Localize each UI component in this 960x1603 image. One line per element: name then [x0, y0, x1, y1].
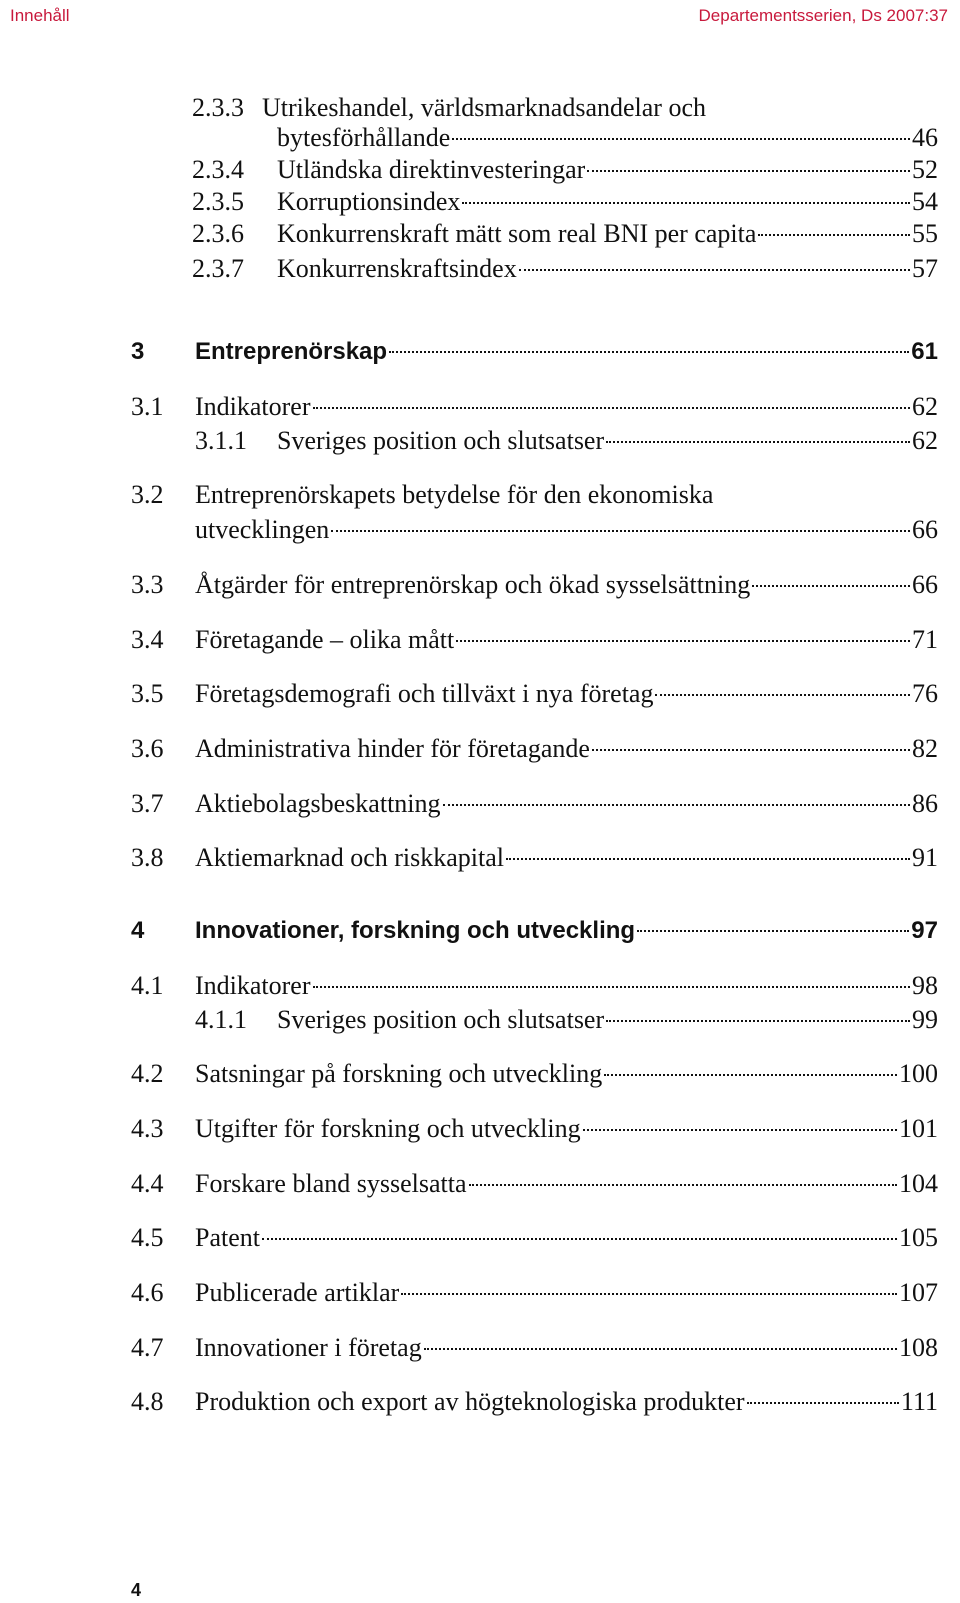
toc-entry-page: 76 [912, 679, 938, 708]
toc-entry-title: Konkurrenskraft mätt som real BNI per capita [277, 220, 757, 248]
toc-entry-number: 4.6 [131, 1278, 164, 1307]
toc-entry-3-4[interactable] [131, 626, 938, 654]
toc-entry-number: 3.1.1 [195, 426, 247, 455]
toc-entry-number: 4.7 [131, 1333, 164, 1362]
toc-entry-page: 101 [899, 1114, 938, 1143]
toc-entry-title: Aktiebolagsbeskattning [195, 790, 441, 818]
toc-entry-2-3-6[interactable] [192, 220, 938, 248]
dot-leader [655, 694, 910, 696]
toc-entry-3-1-1[interactable] [195, 427, 938, 455]
dot-leader [443, 804, 910, 806]
toc-entry-title: Satsningar på forskning och utveckling [195, 1060, 603, 1088]
toc-entry-page: 71 [912, 625, 938, 654]
toc-entry-3-6[interactable] [131, 735, 938, 763]
toc-entry-4-3[interactable] [131, 1115, 938, 1143]
toc-entry-page: 46 [912, 123, 938, 152]
toc-entry-4-1-1[interactable] [195, 1006, 938, 1034]
dot-leader [401, 1293, 897, 1295]
toc-entry-title: Produktion och export av högteknologiska produkter [195, 1388, 745, 1416]
toc-entry-4-6[interactable] [131, 1279, 938, 1307]
toc-entry-title: Åtgärder för entreprenörskap och ökad sysselsättning [195, 571, 751, 599]
toc-entry-page: 111 [900, 1387, 938, 1416]
toc-entry-3-8[interactable] [131, 844, 938, 872]
dot-leader [262, 1238, 897, 1240]
toc-entry-title: Administrativa hinder för företagande [195, 735, 590, 763]
toc-entry-number: 4.1 [131, 971, 164, 1000]
toc-entry-page: 66 [912, 570, 938, 599]
toc-entry-number: 3.3 [131, 570, 164, 599]
toc-entry-title: Sveriges position och slutsatser [277, 1006, 605, 1034]
toc-entry-page: 82 [912, 734, 938, 763]
toc-entry-number: 2.3.4 [192, 155, 244, 184]
toc-entry-title: Indikatorer [195, 393, 311, 421]
toc-entry-3-5[interactable] [131, 680, 938, 708]
toc-entry-page: 107 [899, 1278, 938, 1307]
toc-entry-title: Patent [195, 1224, 260, 1252]
toc-entry-number: 2.3.5 [192, 187, 244, 216]
toc-entry-number: 4.5 [131, 1223, 164, 1252]
dot-leader [424, 1348, 897, 1350]
dot-leader [519, 269, 910, 271]
toc-entry-2-3-7[interactable] [192, 255, 938, 283]
toc-entry-title: Utrikeshandel, världsmarknadsandelar och [262, 93, 707, 122]
toc-entry-2-3-3[interactable] [277, 124, 938, 152]
toc-entry-title: Innovationer i företag [195, 1334, 422, 1362]
dot-leader [747, 1402, 899, 1404]
toc-entry-number: 3.8 [131, 843, 164, 872]
toc-entry-number: 4.4 [131, 1169, 164, 1198]
toc-entry-title: Konkurrenskraftsindex [277, 255, 517, 283]
toc-chapter-number: 3 [131, 338, 145, 365]
toc-entry-number: 3.2 [131, 480, 164, 509]
dot-leader [752, 585, 910, 587]
toc-entry-title: Utgifter för forskning och utveckling [195, 1115, 581, 1143]
toc-entry-title: Utländska direktinvesteringar [277, 156, 586, 184]
section-title: Innehåll [10, 6, 70, 25]
toc-entry-page: 99 [912, 1005, 938, 1034]
toc-entry-2-3-5[interactable] [192, 188, 938, 216]
toc-entry-number: 4.3 [131, 1114, 164, 1143]
toc-entry-page: 54 [912, 187, 938, 216]
toc-entry-title: Forskare bland sysselsatta [195, 1170, 467, 1198]
toc-entry-page: 57 [912, 254, 938, 283]
toc-entry-number: 2.3.3 [192, 93, 244, 122]
toc-chapter-page: 61 [911, 338, 938, 365]
toc-entry-page: 105 [899, 1223, 938, 1252]
toc-entry-title-continued: bytesförhållande [277, 124, 451, 152]
toc-entry-3-3[interactable] [131, 571, 938, 599]
toc-entry-title: Indikatorer [195, 972, 311, 1000]
dot-leader [758, 234, 910, 236]
toc-entry-page: 104 [899, 1169, 938, 1198]
toc-chapter-number: 4 [131, 917, 145, 944]
toc-chapter-title: Innovationer, forskning och utveckling [195, 917, 636, 944]
toc-entry-number: 3.4 [131, 625, 164, 654]
dot-leader [583, 1129, 897, 1131]
toc-entry-4-2[interactable] [131, 1060, 938, 1088]
toc-entry-number: 4.8 [131, 1387, 164, 1416]
toc-entry-page: 91 [912, 843, 938, 872]
toc-entry-page: 108 [899, 1333, 938, 1362]
toc-entry-4-4[interactable] [131, 1170, 938, 1198]
dot-leader [456, 640, 910, 642]
dot-leader [469, 1184, 897, 1186]
toc-entry-page: 62 [912, 426, 938, 455]
toc-entry-page: 66 [912, 515, 938, 544]
toc-entry-2-3-3-first-line [192, 94, 706, 122]
toc-entry-number: 3.6 [131, 734, 164, 763]
toc-entry-title: Korruptionsindex [277, 188, 461, 216]
toc-entry-4-7[interactable] [131, 1334, 938, 1362]
toc-entry-page: 55 [912, 219, 938, 248]
dot-leader [637, 930, 909, 932]
toc-entry-title: Aktiemarknad och riskkapital [195, 844, 505, 872]
toc-entry-number: 3.1 [131, 392, 164, 421]
dot-leader [313, 986, 910, 988]
toc-chapter-page: 97 [911, 917, 938, 944]
toc-entry-3-2[interactable] [195, 516, 938, 544]
toc-entry-3-2-first-line [131, 481, 713, 509]
toc-entry-page: 98 [912, 971, 938, 1000]
toc-chapter-title: Entreprenörskap [195, 338, 388, 365]
toc-entry-number: 4.2 [131, 1059, 164, 1088]
toc-entry-number: 2.3.6 [192, 219, 244, 248]
dot-leader [592, 749, 910, 751]
dot-leader [606, 1020, 910, 1022]
toc-entry-4-8[interactable] [131, 1388, 938, 1416]
toc-entry-title: Entreprenörskapets betydelse för den ekonomiska [195, 480, 714, 509]
toc-entry-title: Företagande – olika mått [195, 626, 455, 654]
toc-entry-page: 86 [912, 789, 938, 818]
dot-leader [331, 530, 910, 532]
toc-entry-number: 4.1.1 [195, 1005, 247, 1034]
toc-entry-number: 2.3.7 [192, 254, 244, 283]
dot-leader [506, 858, 910, 860]
dot-leader [606, 441, 910, 443]
toc-entry-title-continued: utvecklingen [195, 516, 330, 544]
toc-entry-page: 62 [912, 392, 938, 421]
toc-entry-2-3-4[interactable] [192, 156, 938, 184]
toc-entry-3-7[interactable] [131, 790, 938, 818]
toc-entry-4-5[interactable] [131, 1224, 938, 1252]
toc-chapter-4[interactable] [131, 917, 938, 945]
toc-entry-page: 52 [912, 155, 938, 184]
page-number: 4 [131, 1580, 142, 1600]
toc-entry-page: 100 [899, 1059, 938, 1088]
dot-leader [587, 170, 910, 172]
toc-entry-3-1[interactable] [131, 393, 938, 421]
dot-leader [462, 202, 910, 204]
dot-leader [313, 407, 910, 409]
dot-leader [604, 1074, 897, 1076]
toc-entry-title: Företagsdemografi och tillväxt i nya företag [195, 680, 654, 708]
dot-leader [452, 138, 910, 140]
toc-entry-number: 3.5 [131, 679, 164, 708]
toc-entry-title: Publicerade artiklar [195, 1279, 400, 1307]
toc-entry-4-1[interactable] [131, 972, 938, 1000]
publication-title: Departementsserien, Ds 2007:37 [698, 6, 948, 25]
dot-leader [389, 351, 909, 353]
toc-entry-number: 3.7 [131, 789, 164, 818]
toc-entry-title: Sveriges position och slutsatser [277, 427, 605, 455]
toc-chapter-3[interactable] [131, 338, 938, 366]
